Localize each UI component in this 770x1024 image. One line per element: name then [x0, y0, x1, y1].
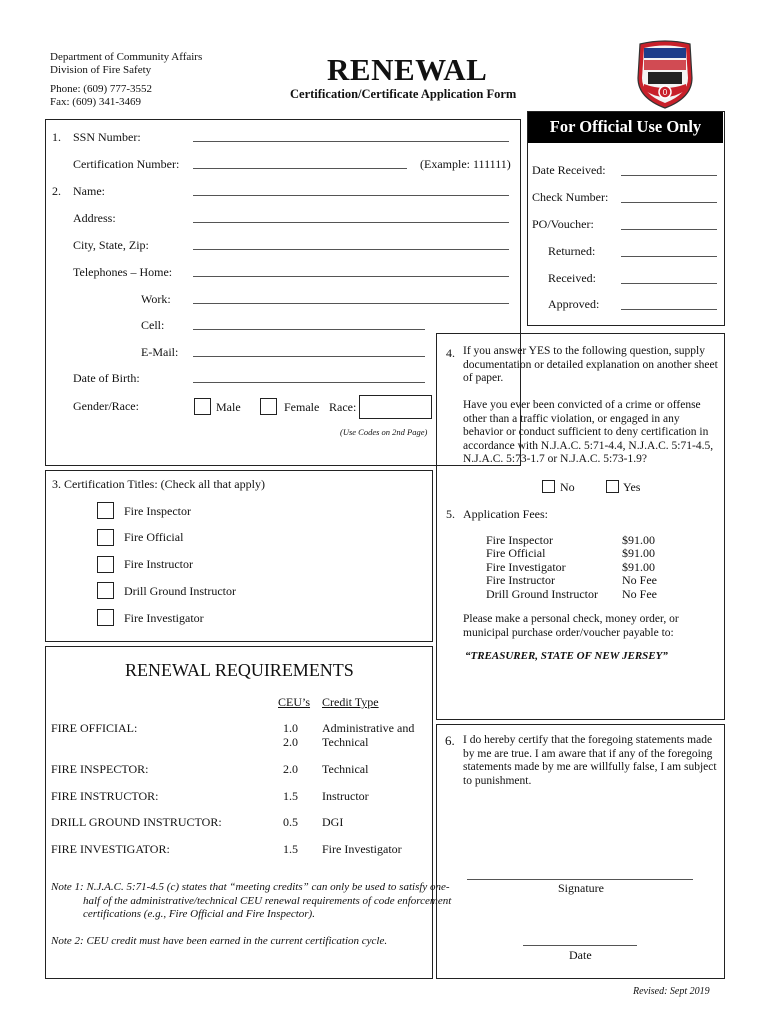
work-label: Work: [141, 292, 171, 306]
race-codes-note: (Use Codes on 2nd Page) [340, 427, 428, 437]
cert-title-label: Drill Ground Instructor [124, 584, 236, 598]
approved-field[interactable] [621, 309, 717, 310]
returned-label: Returned: [548, 244, 596, 258]
no-checkbox[interactable] [542, 480, 555, 493]
payment-note: Please make a personal check, money order, or municipal purchase order/voucher payable to: [463, 613, 679, 639]
dob-field[interactable] [193, 382, 425, 383]
po-voucher-field[interactable] [621, 229, 717, 230]
page-title: RENEWAL [327, 52, 488, 87]
fee-title: Fire Official [486, 546, 546, 560]
cert-title-label: Fire Inspector [124, 504, 191, 518]
fire-instructor-checkbox[interactable] [97, 556, 114, 573]
ssn-field[interactable] [193, 141, 509, 142]
race-input[interactable] [359, 395, 432, 419]
item-number-5: 5. [446, 507, 455, 521]
requirement-ceu: 1.5 [283, 842, 298, 856]
email-label: E-Mail: [141, 345, 179, 359]
cert-title-label: Fire Official [124, 530, 184, 544]
dob-label: Date of Birth: [73, 371, 140, 385]
cell-phone-field[interactable] [193, 329, 425, 330]
approved-label: Approved: [548, 297, 600, 311]
yes-checkbox[interactable] [606, 480, 619, 493]
name-label: Name: [73, 184, 105, 198]
check-number-label: Check Number: [532, 190, 609, 204]
date-field[interactable] [523, 945, 637, 946]
name-field[interactable] [193, 195, 509, 196]
certification-statement: I do hereby certify that the foregoing statements made by me are true. I am aware that if any of the foregoing statements made by me are willfully false, I am subject to punishment. [463, 734, 717, 787]
address-label: Address: [73, 211, 116, 225]
signature-field[interactable] [467, 879, 693, 880]
cert-number-example: (Example: 111111) [420, 157, 511, 171]
telephones-label: Telephones – Home: [73, 265, 173, 279]
fire-official-checkbox[interactable] [97, 529, 114, 546]
page-subtitle: Certification/Certificate Application Form [290, 87, 517, 101]
item-number-4: 4. [446, 346, 455, 360]
fee-amount: No Fee [622, 573, 657, 587]
date-received-label: Date Received: [532, 163, 606, 177]
date-label: Date [569, 948, 592, 962]
renewal-requirements-title: RENEWAL REQUIREMENTS [125, 660, 354, 680]
phone: Phone: (609) 777-3552 [50, 83, 153, 95]
conviction-question: Have you ever been convicted of a crime or offense other than a traffic violation, or engaged in any behavior or conduct sufficient to deny certification in accordance with N.J.A.C. 5:71-4.4, N.J.A.C. 5:71-4.5, N.J.A.C. 5:73-1.7 or N.J.A.C. 5:73-1.9? [463, 399, 714, 465]
fees-heading: Application Fees: [463, 507, 548, 521]
gender-race-label: Gender/Race: [73, 399, 139, 413]
fire-investigator-checkbox[interactable] [97, 609, 114, 626]
city-field[interactable] [193, 249, 509, 250]
fee-title: Fire Inspector [486, 533, 553, 547]
yes-label: Yes [623, 480, 641, 494]
ceu-column-header: CEU’s [278, 695, 311, 709]
female-checkbox[interactable] [260, 398, 277, 415]
drill-ground-instructor-checkbox[interactable] [97, 582, 114, 599]
cert-number-label: Certification Number: [73, 157, 180, 171]
payee: “TREASURER, STATE OF NEW JERSEY” [465, 650, 668, 662]
fee-title: Fire Instructor [486, 573, 555, 587]
city-label: City, State, Zip: [73, 238, 149, 252]
fee-amount: $91.00 [622, 546, 655, 560]
fire-inspector-checkbox[interactable] [97, 502, 114, 519]
received-label: Received: [548, 271, 596, 285]
cert-title-label: Fire Investigator [124, 611, 204, 625]
fee-amount: $91.00 [622, 533, 655, 547]
requirement-ceu: 2.0 [283, 762, 298, 776]
received-field[interactable] [621, 283, 717, 284]
address-field[interactable] [193, 222, 509, 223]
returned-field[interactable] [621, 256, 717, 257]
requirement-type: Instructor [322, 789, 369, 803]
requirements-note-1: Note 1: N.J.A.C. 5:71-4.5 (c) states that “meeting credits” can only be used to satisfy one-half of the administrative/technical CEU renewal requirements of code enforcement certifications (e.g., Fire Official and Fire Inspector). [51, 881, 452, 920]
requirement-title: FIRE INSPECTOR: [51, 762, 149, 776]
svg-text:0: 0 [662, 88, 668, 97]
official-use-title: For Official Use Only [528, 112, 723, 143]
cert-titles-heading: 3. Certification Titles: (Check all that apply) [52, 477, 265, 491]
fee-title: Drill Ground Instructor [486, 587, 598, 601]
fee-title: Fire Investigator [486, 560, 566, 574]
fire-safety-badge-icon [634, 40, 696, 110]
cert-number-field[interactable] [193, 168, 407, 169]
item-number-1: 1. [52, 130, 61, 144]
fax: Fax: (609) 341-3469 [50, 96, 142, 108]
cert-title-label: Fire Instructor [124, 557, 193, 571]
requirements-note-2: Note 2: CEU credit must have been earned in the current certification cycle. [51, 935, 388, 947]
revised-date: Revised: Sept 2019 [633, 986, 710, 997]
division-name: Division of Fire Safety [50, 64, 152, 76]
female-label: Female [284, 400, 320, 414]
requirement-ceu: 2.0 [283, 735, 298, 749]
date-received-field[interactable] [621, 175, 717, 176]
requirement-title: FIRE OFFICIAL: [51, 721, 138, 735]
dept-name: Department of Community Affairs [50, 51, 203, 63]
work-phone-field[interactable] [193, 303, 509, 304]
cell-label: Cell: [141, 318, 165, 332]
requirement-title: FIRE INVESTIGATOR: [51, 842, 170, 856]
email-field[interactable] [193, 356, 425, 357]
race-label: Race: [329, 400, 357, 414]
requirement-type: Technical [322, 762, 369, 776]
ssn-label: SSN Number: [73, 130, 141, 144]
requirement-type: Fire Investigator [322, 842, 402, 856]
credit-type-column-header: Credit Type [322, 695, 379, 709]
requirement-title: DRILL GROUND INSTRUCTOR: [51, 815, 222, 829]
po-voucher-label: PO/Voucher: [532, 217, 594, 231]
item-number-6: 6. [445, 733, 455, 748]
requirement-title: FIRE INSTRUCTOR: [51, 789, 159, 803]
requirement-ceu: 1.5 [283, 789, 298, 803]
home-phone-field[interactable] [193, 276, 509, 277]
conviction-instructions: If you answer YES to the following question, supply documentation or detailed explanation on another sheet of paper. [463, 345, 718, 384]
requirement-type: DGI [322, 815, 344, 829]
fee-amount: No Fee [622, 587, 657, 601]
signature-label: Signature [558, 881, 604, 895]
no-label: No [560, 480, 575, 494]
check-number-field[interactable] [621, 202, 717, 203]
requirement-ceu: 0.5 [283, 815, 298, 829]
male-checkbox[interactable] [194, 398, 211, 415]
requirement-ceu: 1.0 [283, 721, 298, 735]
male-label: Male [216, 400, 241, 414]
requirement-type: Administrative and [322, 721, 415, 735]
requirement-type: Technical [322, 735, 369, 749]
fee-amount: $91.00 [622, 560, 655, 574]
item-number-2: 2. [52, 184, 61, 198]
